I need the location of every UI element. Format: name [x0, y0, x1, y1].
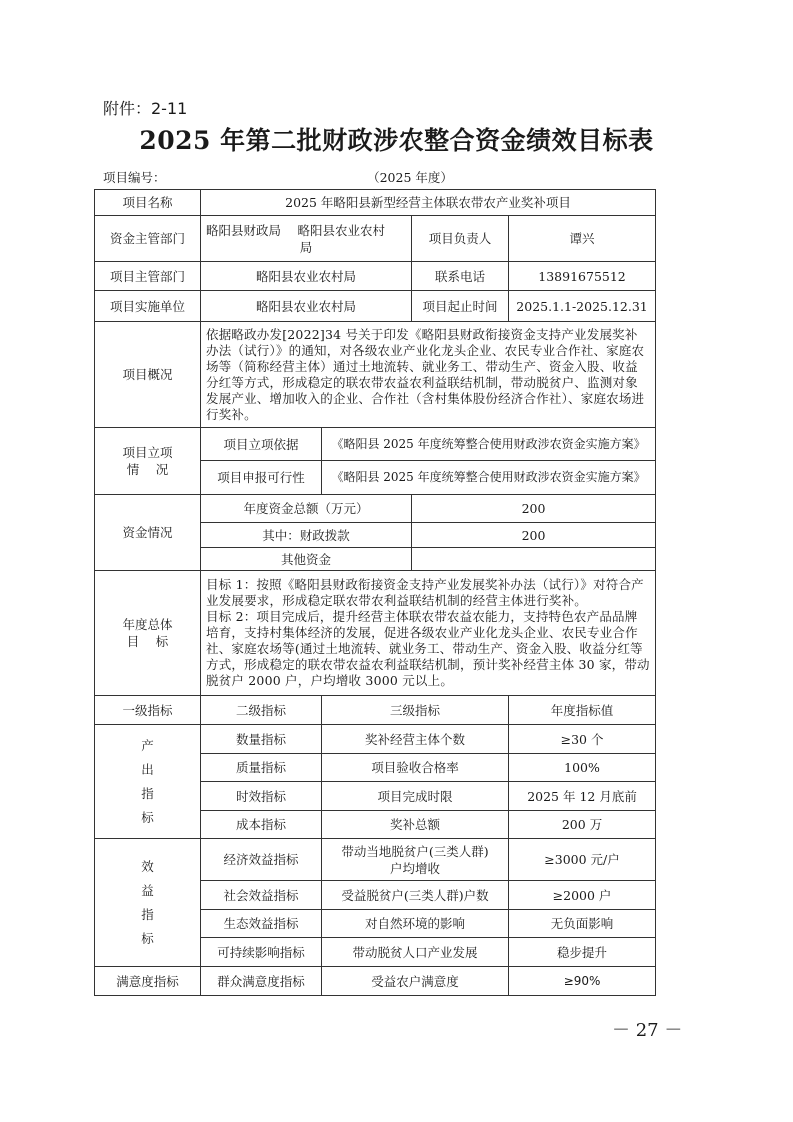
overview-text: 依据略政办发[2022]34 号关于印发《略阳县财政衔接资金支持产业发展奖补办法（试行）》的通知，对各级农业产业化龙头企业、农民专业合作社、家庭农场等（简称经营主体）通过土地流转、就业务工、带动生产、资金入股、收益分红等方式，形成稳定的联农带农益农利益联结机制，带动脱贫户、监测对象发展产业、增加收入的企业、合作社（含村集体股份经济合作社）、家庭农场进行奖补。	[201, 322, 656, 428]
phone-value: 13891675512	[509, 262, 656, 291]
benefit-label-char: 效	[141, 858, 154, 874]
row-approval-basis	[95, 428, 656, 461]
performance-target-table	[94, 189, 656, 996]
leader-label: 项目负责人	[412, 216, 509, 262]
impl-label: 项目实施单位	[95, 291, 201, 322]
output-label-char: 标	[141, 809, 154, 825]
satisfaction-row	[95, 967, 656, 996]
project-dept-value: 略阳县农业农村局	[201, 262, 412, 291]
row-project-name	[95, 190, 656, 216]
value-cell: 100%	[509, 754, 656, 782]
period-value: 2025.1.1-2025.12.31	[509, 291, 656, 322]
approval-label-line2: 情 况	[126, 462, 169, 477]
level3-cell: 受益脱贫户(三类人群)户数	[322, 881, 509, 910]
page-number: － 27 －	[612, 1020, 683, 1041]
approval-basis-value: 《略阳县 2025 年度统筹整合使用财政涉农资金实施方案》	[322, 428, 656, 461]
project-name-label: 项目名称	[95, 190, 201, 216]
output-row	[95, 725, 656, 754]
leader-value: 谭兴	[509, 216, 656, 262]
indicator-header-row	[95, 696, 656, 725]
feasibility-label: 项目申报可行性	[201, 461, 322, 495]
level2-cell: 群众满意度指标	[201, 967, 322, 996]
level3-cell: 奖补经营主体个数	[322, 725, 509, 754]
funding-fiscal-value: 200	[412, 523, 656, 548]
overview-label: 项目概况	[95, 322, 201, 428]
value-cell: ≥2000 户	[509, 881, 656, 910]
level3-cell: 奖补总额	[322, 811, 509, 839]
row-implementation	[95, 291, 656, 322]
value-cell: ≥3000 元/户	[509, 839, 656, 881]
attachment-label: 附件：2-11	[103, 99, 188, 118]
value-cell: ≥90%	[509, 967, 656, 996]
page-title: 2025 年第二批财政涉农整合资金绩效目标表	[139, 126, 654, 155]
row-goals	[95, 571, 656, 696]
row-project-dept	[95, 262, 656, 291]
goals-label	[95, 571, 201, 696]
phone-label: 联系电话	[412, 262, 509, 291]
level2-cell: 质量指标	[201, 754, 322, 782]
approval-basis-label: 项目立项依据	[201, 428, 322, 461]
year-label: （2025 年度）	[367, 170, 453, 185]
row-overview	[95, 322, 656, 428]
project-number-label: 项目编号：	[103, 170, 166, 185]
funding-other-value	[412, 548, 656, 571]
level3-cell: 带动脱贫人口产业发展	[322, 938, 509, 967]
project-dept-label: 项目主管部门	[95, 262, 201, 291]
funding-total-value: 200	[412, 495, 656, 523]
benefit-row	[95, 839, 656, 881]
output-label-char: 指	[141, 785, 154, 801]
level3-cell: 受益农户满意度	[322, 967, 509, 996]
fund-dept-value	[201, 216, 412, 262]
satisfaction-label: 满意度指标	[95, 967, 201, 996]
fund-dept-line2: 局	[299, 239, 313, 255]
value-cell: ≥30 个	[509, 725, 656, 754]
benefit-label-char: 益	[141, 882, 154, 898]
output-label	[95, 725, 201, 839]
output-label-char: 出	[141, 761, 154, 777]
fund-dept-line1: 略阳县财政局 略阳县农业农村	[206, 222, 385, 238]
header-level3: 三级指标	[322, 696, 509, 725]
row-funding-total	[95, 495, 656, 523]
impl-value: 略阳县农业农村局	[201, 291, 412, 322]
level3-cell: 项目验收合格率	[322, 754, 509, 782]
benefit-label-char: 指	[141, 906, 154, 922]
feasibility-value: 《略阳县 2025 年度统筹整合使用财政涉农资金实施方案》	[322, 461, 656, 495]
level2-cell: 成本指标	[201, 811, 322, 839]
project-name-value: 2025 年略阳县新型经营主体联农带农产业奖补项目	[201, 190, 656, 216]
goals-label-line2: 目 标	[126, 634, 169, 649]
goals-label-line1: 年度总体	[122, 617, 173, 632]
funding-other-label: 其他资金	[201, 548, 412, 571]
value-cell: 200 万	[509, 811, 656, 839]
goals-text	[201, 571, 656, 696]
funding-label: 资金情况	[95, 495, 201, 571]
header-level2: 二级指标	[201, 696, 322, 725]
value-cell: 稳步提升	[509, 938, 656, 967]
row-fund-dept	[95, 216, 656, 262]
level2-cell: 生态效益指标	[201, 910, 322, 938]
value-cell: 无负面影响	[509, 910, 656, 938]
value-cell: 2025 年 12 月底前	[509, 782, 656, 811]
header-level1: 一级指标	[95, 696, 201, 725]
goal-1: 目标 1：按照《略阳县财政衔接资金支持产业发展奖补办法（试行）》对符合产业发展要求，形成稳定联农带农利益联结机制的经营主体进行奖补。	[206, 577, 644, 608]
funding-total-label: 年度资金总额（万元）	[201, 495, 412, 523]
benefit-label-char: 标	[141, 930, 154, 946]
level2-cell: 时效指标	[201, 782, 322, 811]
level2-cell: 经济效益指标	[201, 839, 322, 881]
level3-cell	[322, 839, 509, 881]
level3-line2: 户均增收	[389, 860, 440, 876]
level3-cell: 项目完成时限	[322, 782, 509, 811]
level2-cell: 数量指标	[201, 725, 322, 754]
goal-2: 目标 2：项目完成后，提升经营主体联农带农益农能力，支持特色农产品品牌培育，支持村集体经济的发展，促进各级农业产业化龙头企业、农民专业合作社、家庭农场等(通过土地流转、就业务工、带动生产、资金入股、收益分红等方式，形成稳定的联农带农益农利益联结机制，预计奖补经营主体 30 家，带动脱贫户 2000 户，户均增收 3000 元以上。	[206, 609, 650, 688]
level2-cell: 可持续影响指标	[201, 938, 322, 967]
header-value: 年度指标值	[509, 696, 656, 725]
funding-fiscal-label: 其中：财政拨款	[201, 523, 412, 548]
level3-cell: 对自然环境的影响	[322, 910, 509, 938]
output-label-char: 产	[141, 737, 154, 753]
approval-label	[95, 428, 201, 495]
approval-label-line1: 项目立项	[122, 445, 173, 460]
benefit-label	[95, 839, 201, 967]
fund-dept-label: 资金主管部门	[95, 216, 201, 262]
level2-cell: 社会效益指标	[201, 881, 322, 910]
period-label: 项目起止时间	[412, 291, 509, 322]
level3-line1: 带动当地脱贫户(三类人群)	[341, 843, 489, 859]
